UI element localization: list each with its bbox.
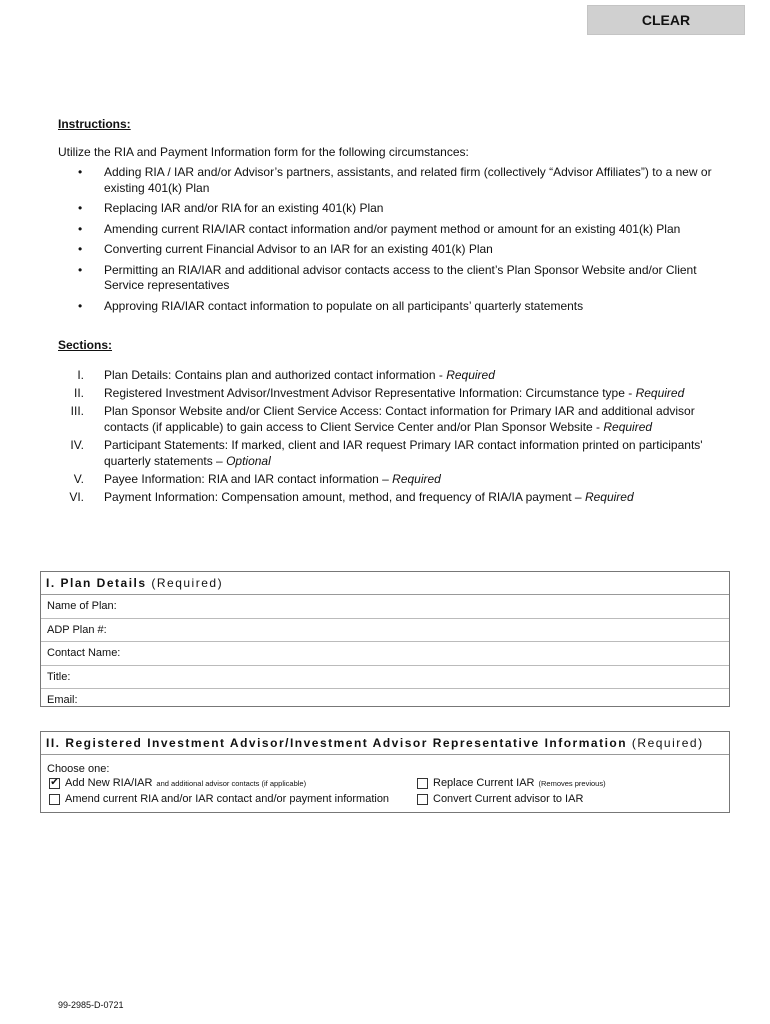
ria-info-title: II. Registered Investment Advisor/Investment Advisor Representative Information (Required) (41, 732, 729, 755)
list-item: • Adding RIA / IAR and/or Advisor’s partners, assistants, and related firm (collectively “Advisor Affiliates”) to a new or existing 401(k) Plan (78, 165, 712, 195)
instructions-heading: Instructions: (58, 117, 131, 131)
list-item: • Approving RIA/IAR contact information to populate on all participants’ quarterly statements (78, 298, 584, 313)
replace-checkbox[interactable] (417, 778, 428, 789)
bullet-icon: • (78, 242, 83, 256)
sections-list (58, 367, 708, 507)
bullet-icon: • (78, 201, 83, 215)
plan-number-field[interactable]: ADP Plan #: (41, 619, 729, 643)
amend-option[interactable]: Amend current RIA and/or IAR contact and/or payment information (49, 793, 389, 805)
instructions-intro: Utilize the RIA and Payment Information form for the following circumstances: (58, 145, 469, 159)
list-item: VI. Payment Information: Compensation amount, method, and frequency of RIA/IA payment – Required (69, 490, 634, 504)
list-item: • Replacing IAR and/or RIA for an existing 401(k) Plan (78, 201, 384, 215)
bullet-icon: • (78, 262, 83, 277)
list-item: • Converting current Financial Advisor to an IAR for an existing 401(k) Plan (78, 242, 493, 256)
checkmark-icon: ✔ (50, 777, 59, 788)
list-item: III. Plan Sponsor Website and/or Client Service Access: Contact information for Primary IAR and additional advisor contacts (if applicable) to gain access to Client Service Center and/or Plan Sponsor Website - Required (70, 404, 695, 434)
ria-info-box (40, 731, 730, 813)
email-field[interactable]: Email: (47, 694, 78, 707)
bullet-icon: • (78, 298, 83, 313)
instructions-list (78, 165, 718, 319)
clear-button[interactable]: CLEAR (587, 5, 745, 35)
add-new-option[interactable]: ✔ Add New RIA/IAR and additional advisor contacts (if applicable) (50, 777, 307, 789)
list-item: • Amending current RIA/IAR contact information and/or payment method or amount for an existing 401(k) Plan (78, 221, 681, 236)
list-item: I. Plan Details: Contains plan and authorized contact information - Required (77, 368, 495, 382)
convert-option[interactable]: Convert Current advisor to IAR (417, 793, 583, 805)
sections-heading: Sections: (58, 338, 113, 352)
replace-option[interactable]: Replace Current IAR (Removes previous) (417, 777, 606, 789)
list-item: V. Payee Information: RIA and IAR contact information – Required (73, 472, 441, 486)
list-item: IV. Participant Statements: If marked, client and IAR request Primary IAR contact information printed on participants' quarterly statements – Optional (70, 438, 703, 468)
bullet-icon: • (78, 221, 83, 236)
convert-checkbox[interactable] (417, 794, 428, 805)
list-item: • Permitting an RIA/IAR and additional advisor contacts access to the client’s Plan Sponsor Website and/or Client Service representatives (78, 262, 697, 292)
list-item: II. Registered Investment Advisor/Investment Advisor Representative Information: Circumstance type - Required (73, 386, 685, 400)
contact-name-field[interactable]: Contact Name: (41, 642, 729, 666)
choose-one-label: Choose one: (47, 763, 110, 775)
bullet-icon: • (78, 165, 83, 179)
plan-details-title: I. Plan Details (Required) (41, 572, 729, 595)
add-new-checkbox[interactable] (49, 778, 60, 789)
plan-name-field[interactable]: Name of Plan: (41, 595, 729, 619)
title-field[interactable]: Title: (41, 666, 729, 690)
amend-checkbox[interactable] (49, 794, 60, 805)
form-code: 99-2985-D-0721 (58, 1000, 124, 1010)
plan-details-box (40, 571, 730, 707)
